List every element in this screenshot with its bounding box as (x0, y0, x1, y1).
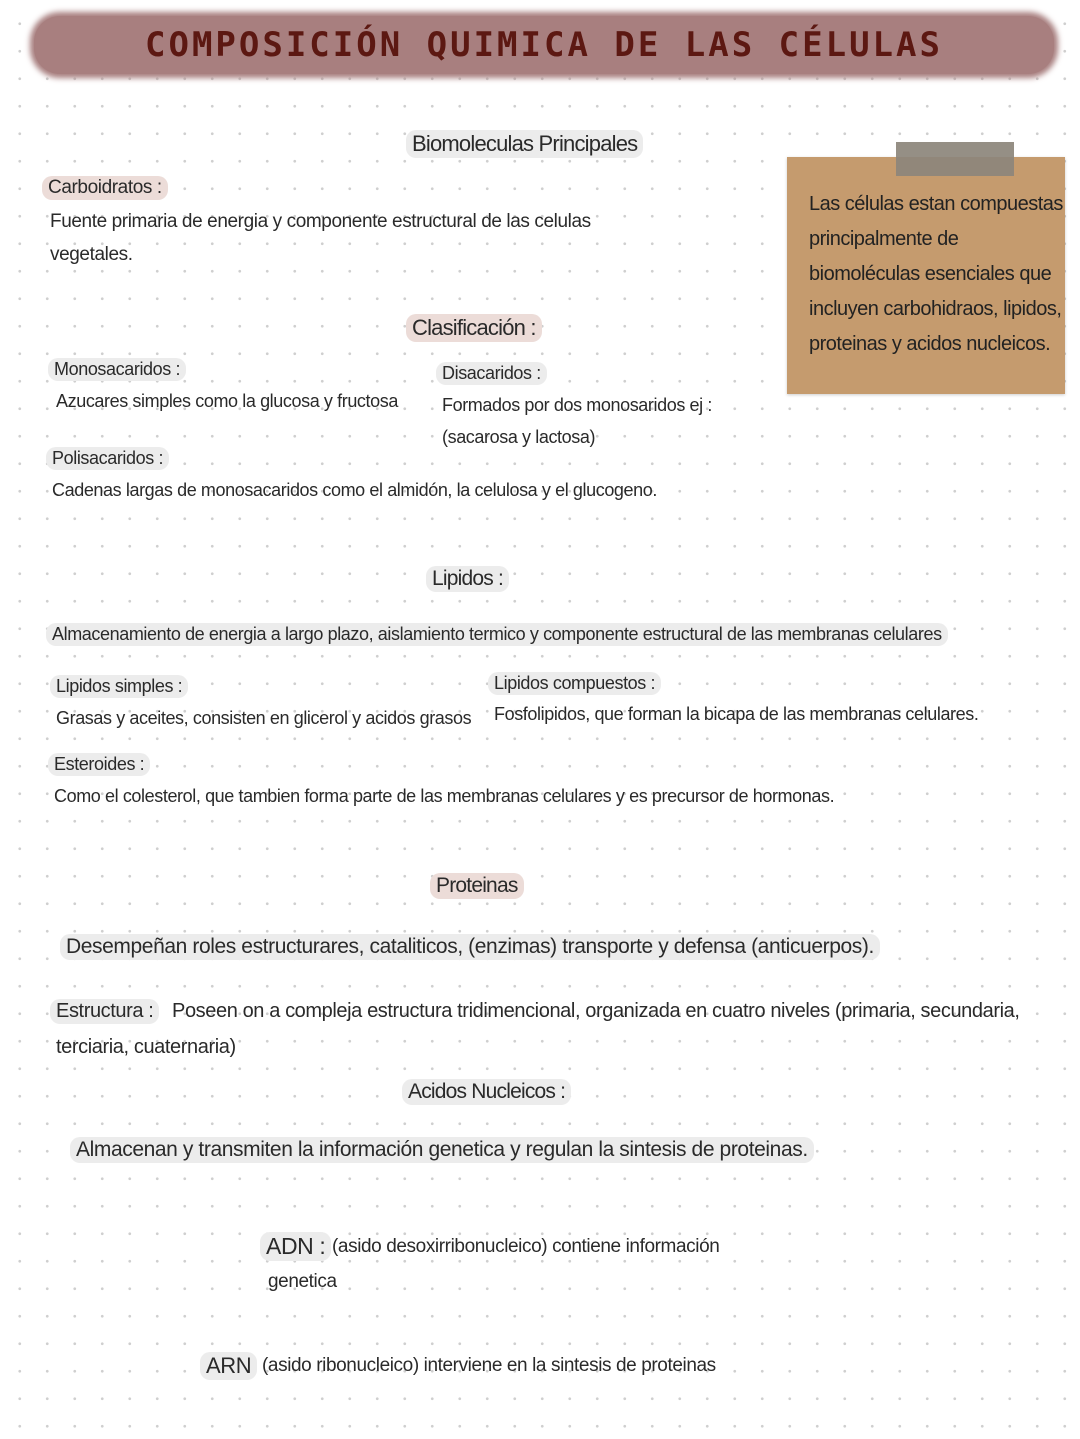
lipidos-desc: Almacenamiento de energia a largo plazo, aislamiento termico y componente estructural de las membranas celulares (46, 623, 948, 646)
proteinas-desc: Desempeñan roles estructurares, cataliticos, (enzimas) transporte y defensa (anticuerpos). (60, 934, 880, 960)
arn-desc: (asido ribonucleico) interviene en la sintesis de proteinas (262, 1355, 716, 1376)
tape-decoration (896, 142, 1014, 176)
disacaridos-desc-2: (sacarosa y lactosa) (442, 427, 596, 447)
page-title: COMPOSICIÓN QUIMICA DE LAS CÉLULAS (145, 25, 943, 65)
adn-desc: (asido desoxirribonucleico) contiene información (332, 1236, 720, 1257)
estructura-desc-2: terciaria, cuaternaria) (56, 1036, 236, 1058)
arn-label: ARN (200, 1352, 257, 1380)
estructura-label: Estructura : (50, 999, 159, 1024)
page-title-banner (34, 16, 1054, 74)
esteroides-label: Esteroides : (48, 753, 150, 776)
polisacaridos-label: Polisacaridos : (46, 447, 169, 470)
polisacaridos-desc: Cadenas largas de monosacaridos como el almidón, la celulosa y el glucogeno. (52, 480, 657, 500)
lipidos-heading: Lipidos : (426, 566, 509, 592)
carbohidratos-label: Carboidratos : (42, 176, 168, 200)
monosacaridos-label: Monosacaridos : (48, 358, 186, 381)
lipidos-simples-label: Lipidos simples : (50, 675, 188, 698)
proteinas-heading: Proteinas (430, 873, 524, 899)
disacaridos-desc: Formados por dos monosaridos ej : (442, 395, 712, 415)
lipidos-simples-desc: Grasas y aceites, consisten en glicerol y acidos grasos (56, 708, 472, 728)
carbohidratos-desc-2: vegetales. (50, 244, 133, 265)
acidos-heading: Acidos Nucleicos : (402, 1079, 571, 1105)
lipidos-compuestos-desc: Fosfolipidos, que forman la bicapa de las membranas celulares. (494, 704, 979, 724)
adn-label: ADN : (260, 1232, 331, 1261)
note-text: Las células estan compuestas principalmente de biomoléculas esenciales que incluyen carbohidraos, lipidos, proteinas y acidos nucleicos. (809, 193, 1063, 355)
adn-desc-2: genetica (268, 1271, 337, 1292)
lipidos-compuestos-label: Lipidos compuestos : (488, 672, 661, 695)
sticky-note (787, 157, 1065, 394)
monosacaridos-desc: Azucares simples como la glucosa y fructosa (56, 391, 398, 411)
esteroides-desc: Como el colesterol, que tambien forma parte de las membranas celulares y es precursor de hormonas. (54, 786, 835, 806)
biomoleculas-heading: Biomoleculas Principales (406, 130, 643, 158)
acidos-desc: Almacenan y transmiten la información genetica y regulan la sintesis de proteinas. (70, 1137, 814, 1163)
clasificacion-heading: Clasificación : (406, 314, 542, 342)
carbohidratos-desc: Fuente primaria de energia y componente estructural de las celulas (50, 211, 591, 232)
disacaridos-label: Disacaridos : (436, 362, 547, 385)
estructura-desc: Poseen on a compleja estructura tridimencional, organizada en cuatro niveles (primaria, secundaria, (172, 1000, 1020, 1022)
